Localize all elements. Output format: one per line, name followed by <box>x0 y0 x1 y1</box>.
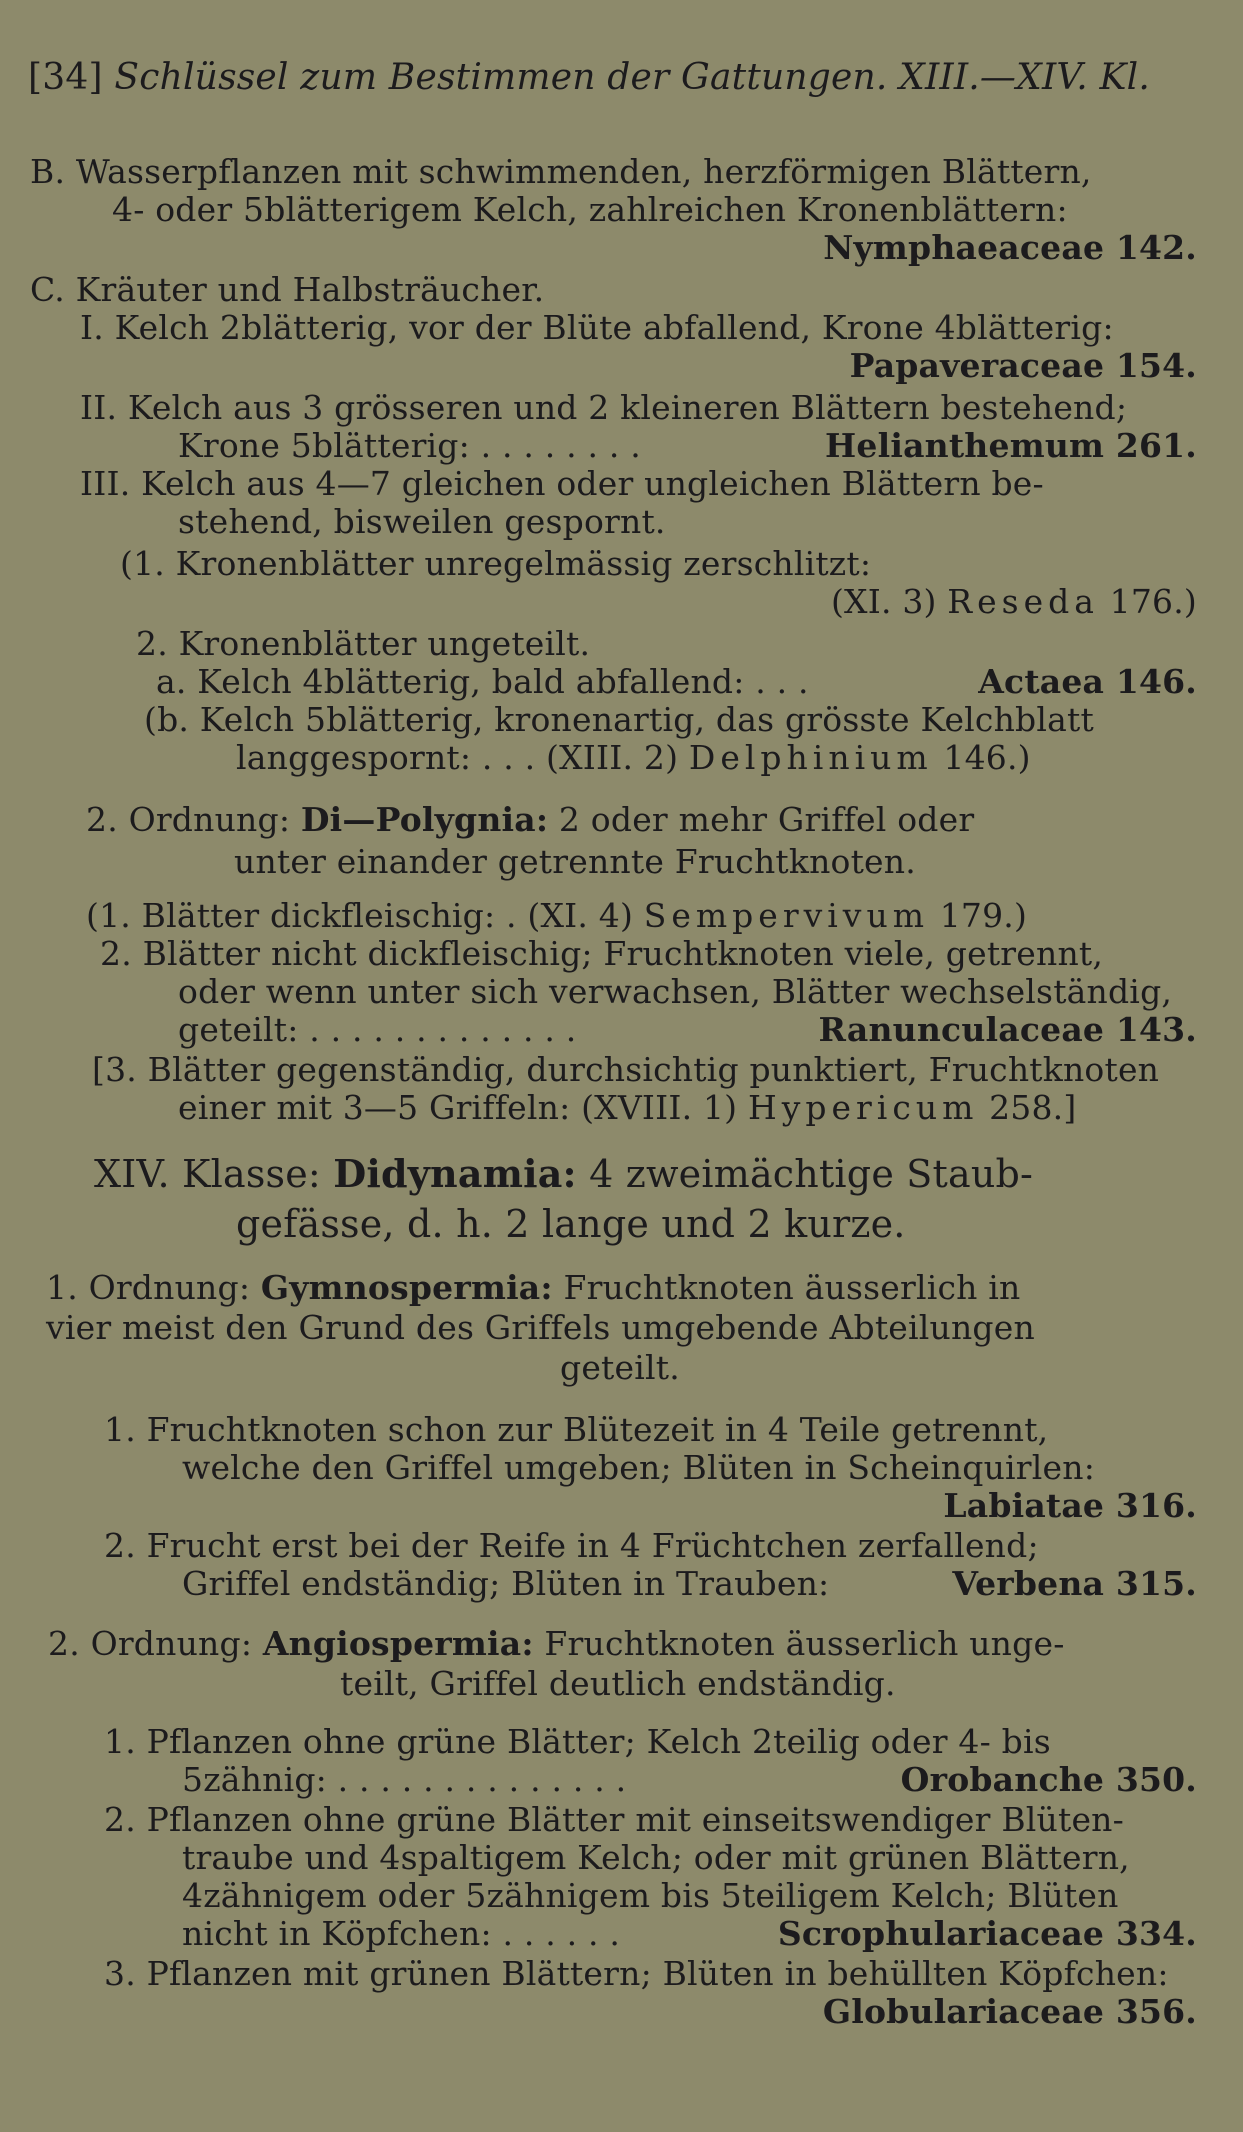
angio-heading-line2: teilt, Griffel deutlich endständig. <box>340 1664 896 1703</box>
genus-delphinium: Delphinium <box>688 738 933 777</box>
klasse14-name: Didynamia: <box>333 1151 577 1196</box>
gymno-desc: Fruchtknoten äusserlich in <box>563 1268 1021 1307</box>
result-nymphaeaceae: Nymphaeaceae 142. <box>823 228 1197 267</box>
result-verbena: Verbena 315. <box>952 1564 1197 1603</box>
c3-2b-num: 146.) <box>943 738 1031 777</box>
c3-2a-line: a. Kelch 4blätterig, bald abfallend: . . . <box>156 662 809 701</box>
section-c-heading: C. Kräuter und Halbsträucher. <box>30 270 545 309</box>
angio-item2-line3: 4zähnigem oder 5zähnigem bis 5teiligem Kelch; Blüten <box>182 1876 1119 1915</box>
c3-2b-line2 <box>236 738 1031 778</box>
gymno-heading-line2: vier meist den Grund des Griffels umgebende Abteilungen <box>46 1308 1035 1347</box>
c3-2-line: 2. Kronenblätter ungeteilt. <box>136 624 591 663</box>
angio-item2-line2: traube und 4spaltigem Kelch; oder mit grünen Blättern, <box>182 1838 1130 1877</box>
section-b-line1: B. Wasserpflanzen mit schwimmenden, herzförmigen Blättern, <box>30 152 1092 191</box>
page-number: [34] <box>28 57 103 98</box>
angio-item2-line4: nicht in Köpfchen: . . . . . . <box>182 1914 621 1953</box>
c3-1-num: 176.) <box>1109 582 1197 621</box>
result-actaea: Actaea 146. <box>978 662 1197 701</box>
ord2-item2-line3: geteilt: . . . . . . . . . . . . . <box>178 1010 577 1049</box>
ord2-item1-num: 179.) <box>939 896 1028 935</box>
klasse14-label: XIV. Klasse: <box>94 1152 321 1196</box>
ord2-heading-line1 <box>86 800 974 840</box>
result-papaveraceae: Papaveraceae 154. <box>849 346 1197 385</box>
genus-hypericum: Hypericum <box>747 1088 979 1127</box>
gymno-heading-line1 <box>46 1268 1021 1308</box>
ord2-item3-line2 <box>178 1088 1076 1128</box>
result-labiatae: Labiatae 316. <box>943 1486 1197 1525</box>
angio-item1-line2: 5zähnig: . . . . . . . . . . . . . . <box>182 1760 627 1799</box>
gymno-item2-line1: 2. Frucht erst bei der Reife in 4 Früchtchen zerfallend; <box>104 1526 1039 1565</box>
c2-line1: II. Kelch aus 3 grösseren und 2 kleineren Blättern bestehend; <box>80 388 1128 427</box>
c3-1-result <box>831 582 1197 622</box>
c3-1-line1: (1. Kronenblätter unregelmässig zerschlitzt: <box>120 544 872 583</box>
result-ranunculaceae: Ranunculaceae 143. <box>818 1010 1197 1049</box>
gymno-item2-line2: Griffel endständig; Blüten in Trauben: <box>182 1564 830 1603</box>
gymno-item1-line1: 1. Fruchtknoten schon zur Blütezeit in 4 Teile getrennt, <box>104 1410 1049 1449</box>
result-scrophulariaceae: Scrophulariaceae 334. <box>777 1914 1197 1953</box>
ord2-heading-line2: unter einander getrennte Fruchtknoten. <box>234 842 916 881</box>
running-title: Schlüssel zum Bestimmen der Gattungen. XIII.—XIV. Kl. <box>114 57 1151 98</box>
angio-label: 2. Ordnung: <box>48 1624 253 1663</box>
angio-name: Angiospermia: <box>262 1624 534 1663</box>
klasse14-heading-line1 <box>94 1151 1034 1196</box>
c3-line2: stehend, bisweilen gespornt. <box>178 502 666 541</box>
c2-line2: Krone 5blätterig: . . . . . . . . <box>178 426 641 465</box>
genus-reseda: Reseda <box>947 582 1099 621</box>
ord2-desc: 2 oder mehr Griffel oder <box>558 800 975 839</box>
section-b-line2: 4- oder 5blätterigem Kelch, zahlreichen Kronenblättern: <box>112 190 1068 229</box>
result-helianthemum: Helianthemum 261. <box>825 426 1197 465</box>
angio-item2-line1: 2. Pflanzen ohne grüne Blätter mit einseitswendiger Blüten- <box>104 1800 1124 1839</box>
c1-line1: I. Kelch 2blätterig, vor der Blüte abfallend, Krone 4blätterig: <box>80 308 1114 347</box>
c3-2b-line1: (b. Kelch 5blätterig, kronenartig, das grösste Kelchblatt <box>144 700 1094 739</box>
klasse14-desc: 4 zweimächtige Staub- <box>589 1152 1034 1196</box>
angio-desc: Fruchtknoten äusserlich unge- <box>544 1624 1065 1663</box>
result-orobanche: Orobanche 350. <box>900 1760 1197 1799</box>
klasse14-heading-line2: gefässe, d. h. 2 lange und 2 kurze. <box>236 1202 906 1246</box>
genus-sempervivum: Sempervivum <box>643 896 929 935</box>
gymno-label: 1. Ordnung: <box>46 1268 251 1307</box>
angio-heading-line1 <box>48 1624 1065 1664</box>
ord2-name: Di—Polygnia: <box>300 800 549 839</box>
ord2-label: 2. Ordnung: <box>86 800 291 839</box>
c3-line1: III. Kelch aus 4—7 gleichen oder ungleichen Blättern be- <box>80 464 1044 503</box>
ord2-item2-line1: 2. Blätter nicht dickfleischig; Fruchtknoten viele, getrennt, <box>100 934 1104 973</box>
angio-item3-line1: 3. Pflanzen mit grünen Blättern; Blüten in behüllten Köpfchen: <box>104 1954 1169 1993</box>
page-header <box>28 58 1150 98</box>
c3-1-ref: (XI. 3) <box>830 582 937 621</box>
gymno-item1-line2: welche den Griffel umgeben; Blüten in Scheinquirlen: <box>182 1448 1096 1487</box>
ord2-item1 <box>86 896 1027 936</box>
ord2-item1-text: (1. Blätter dickfleischig: . (XI. 4) <box>86 896 634 935</box>
gymno-heading-line3: geteilt. <box>560 1348 680 1387</box>
ord2-item3-num: 258.] <box>989 1088 1077 1127</box>
c3-2b-text: langgespornt: . . . (XIII. 2) <box>236 738 679 777</box>
result-globulariaceae: Globulariaceae 356. <box>822 1992 1197 2031</box>
ord2-item2-line2: oder wenn unter sich verwachsen, Blätter wechselständig, <box>178 972 1173 1011</box>
gymno-name: Gymnospermia: <box>260 1268 553 1307</box>
angio-item1-line1: 1. Pflanzen ohne grüne Blätter; Kelch 2teilig oder 4- bis <box>104 1722 1051 1761</box>
ord2-item3-text: einer mit 3—5 Griffeln: (XVIII. 1) <box>178 1088 738 1127</box>
ord2-item3-line1: [3. Blätter gegenständig, durchsichtig punktiert, Fruchtknoten <box>92 1050 1160 1089</box>
